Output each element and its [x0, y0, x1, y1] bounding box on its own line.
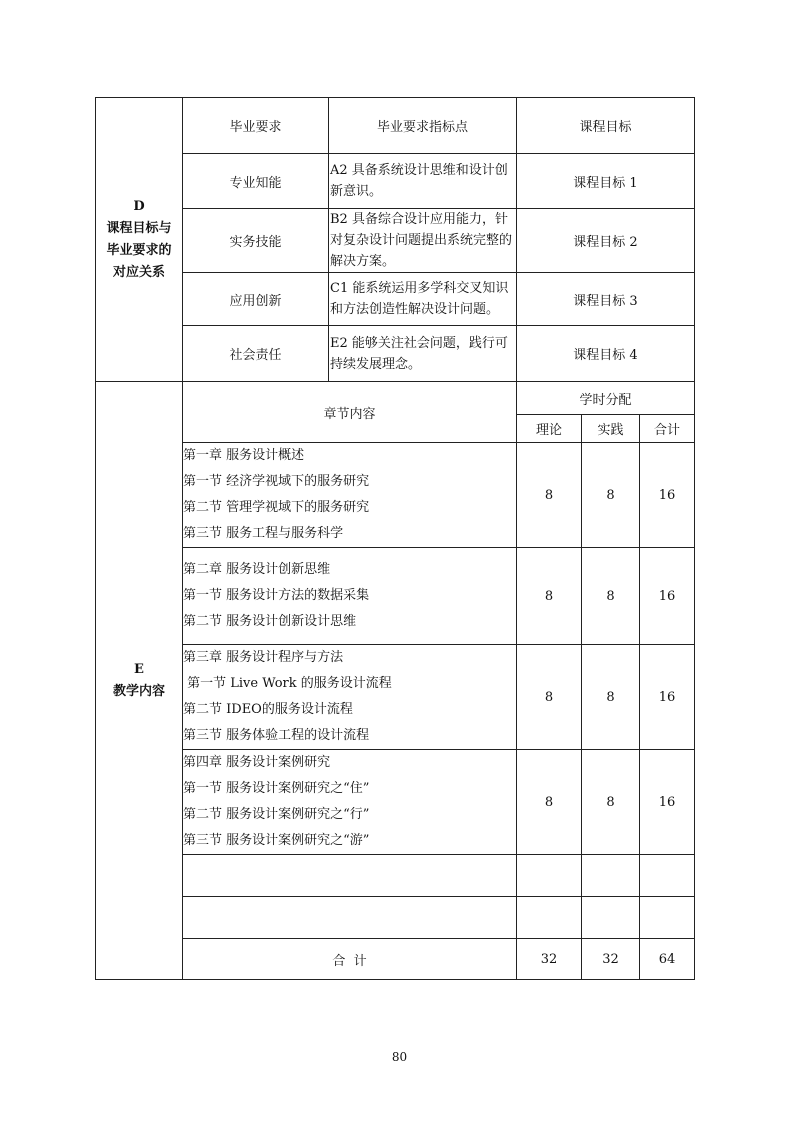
header-requirement: 毕业要求: [183, 98, 329, 154]
table-row: [96, 443, 695, 548]
chapter-cell: [183, 443, 517, 548]
chapter-line: 第二节 IDEO的服务设计流程: [183, 702, 353, 717]
chapter-line: 第一节 Live Work 的服务设计流程: [183, 676, 392, 691]
practice-cell: 8: [582, 548, 640, 645]
sum-practice: 32: [582, 939, 640, 980]
sum-row: [96, 939, 695, 980]
section-d-code: D: [133, 198, 145, 214]
table-row: [96, 326, 695, 382]
header-hours: 学时分配: [517, 382, 695, 415]
theory-cell: 8: [517, 443, 582, 548]
chapter-line: 第四章 服务设计案例研究: [183, 755, 331, 770]
chapter-line: 第一节 经济学视域下的服务研究: [183, 474, 370, 489]
section-d-title-line-1: 课程目标与: [106, 220, 172, 236]
chapter-line: 第三节 服务体验工程的设计流程: [183, 728, 370, 743]
chapter-cell: [183, 548, 517, 645]
indicator-cell: C1 能系统运用多学科交叉知识和方法创造性解决设计问题。: [329, 273, 517, 326]
total-cell: 16: [640, 548, 695, 645]
section-e-code: E: [134, 661, 144, 677]
total-cell: 16: [640, 750, 695, 855]
goal-cell: 课程目标 4: [517, 326, 695, 382]
header-total: 合计: [640, 415, 695, 443]
indicator-cell: E2 能够关注社会问题，践行可持续发展理念。: [329, 326, 517, 382]
empty-cell: [183, 897, 517, 939]
table-row: [96, 548, 695, 645]
chapter-line: 第一节 服务设计案例研究之“住”: [183, 781, 370, 796]
requirement-cell: 应用创新: [183, 273, 329, 326]
header-practice: 实践: [582, 415, 640, 443]
header-theory: 理论: [517, 415, 582, 443]
indicator-cell: B2 具备综合设计应用能力，针对复杂设计问题提出系统完整的解决方案。: [329, 209, 517, 273]
sum-total: 64: [640, 939, 695, 980]
empty-cell: [640, 855, 695, 897]
page-number: 80: [391, 1050, 408, 1064]
chapter-cell: [183, 645, 517, 750]
chapter-line: 第二节 服务设计创新设计思维: [183, 614, 357, 629]
chapter-line: 第二节 服务设计案例研究之“行”: [183, 807, 370, 822]
goal-cell: 课程目标 1: [517, 154, 695, 209]
table-row: [96, 273, 695, 326]
chapter-line: 第二节 管理学视域下的服务研究: [183, 500, 370, 515]
empty-row: [96, 897, 695, 939]
indicator-cell: A2 具备系统设计思维和设计创新意识。: [329, 154, 517, 209]
chapter-line: 第一章 服务设计概述: [183, 448, 305, 463]
chapter-cell: [183, 750, 517, 855]
practice-cell: 8: [582, 750, 640, 855]
theory-cell: 8: [517, 645, 582, 750]
total-cell: 16: [640, 645, 695, 750]
sum-label: 合 计: [183, 939, 517, 980]
empty-cell: [582, 897, 640, 939]
empty-cell: [517, 855, 582, 897]
practice-cell: 8: [582, 645, 640, 750]
section-e-label: [96, 382, 183, 980]
table-row: [96, 154, 695, 209]
section-d-label: [96, 98, 183, 382]
empty-cell: [183, 855, 517, 897]
total-cell: 16: [640, 443, 695, 548]
empty-cell: [582, 855, 640, 897]
table-row: [96, 750, 695, 855]
requirement-cell: 专业知能: [183, 154, 329, 209]
goal-cell: 课程目标 3: [517, 273, 695, 326]
chapter-line: 第二章 服务设计创新思维: [183, 562, 331, 577]
chapter-line: 第一节 服务设计方法的数据采集: [183, 588, 370, 603]
chapter-line: 第三节 服务工程与服务科学: [183, 526, 344, 541]
theory-cell: 8: [517, 548, 582, 645]
empty-cell: [517, 897, 582, 939]
header-indicator: 毕业要求指标点: [329, 98, 517, 154]
empty-row: [96, 855, 695, 897]
header-content: 章节内容: [183, 382, 517, 443]
requirement-cell: 实务技能: [183, 209, 329, 273]
sum-theory: 32: [517, 939, 582, 980]
theory-cell: 8: [517, 750, 582, 855]
section-d-title-line-2: 毕业要求的: [106, 242, 172, 258]
table-row: [96, 209, 695, 273]
chapter-line: 第三章 服务设计程序与方法: [183, 650, 344, 665]
empty-cell: [640, 897, 695, 939]
chapter-line: 第三节 服务设计案例研究之“游”: [183, 833, 370, 848]
course-table: [95, 97, 695, 980]
requirement-cell: 社会责任: [183, 326, 329, 382]
header-goal: 课程目标: [517, 98, 695, 154]
section-e-title: 教学内容: [112, 683, 165, 699]
table-row: [96, 645, 695, 750]
section-d-title-line-3: 对应关系: [112, 264, 165, 280]
goal-cell: 课程目标 2: [517, 209, 695, 273]
practice-cell: 8: [582, 443, 640, 548]
